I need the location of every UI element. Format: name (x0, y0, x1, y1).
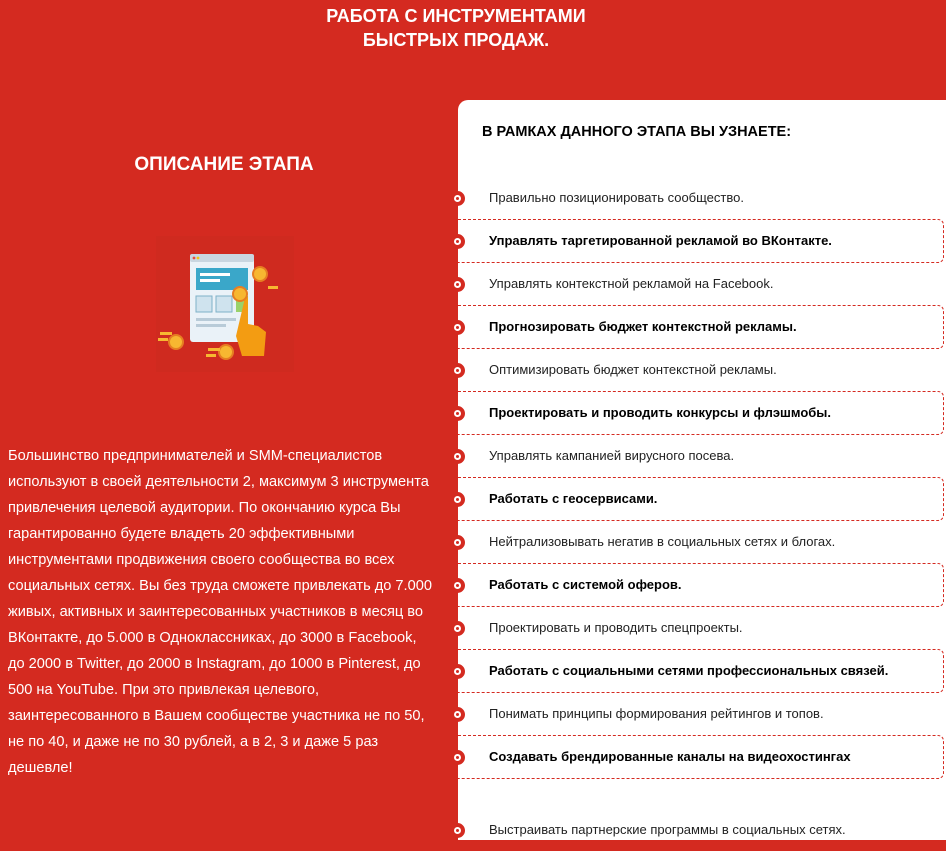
bullet-icon (450, 823, 465, 838)
learn-item (458, 606, 946, 649)
web-sales-illustration-graphic (156, 236, 294, 372)
learn-item (458, 563, 946, 606)
bullet-icon (450, 320, 465, 335)
bullet-icon (450, 363, 465, 378)
bullet-icon (450, 234, 465, 249)
learn-item-label: Прогнозировать бюджет контекстной рекламы. (489, 319, 797, 334)
page-title (0, 0, 912, 52)
bullet-icon (450, 406, 465, 421)
bullet-icon (450, 664, 465, 679)
description-heading: ОПИСАНИЕ ЭТАПА (134, 154, 314, 175)
bullet-icon (450, 191, 465, 206)
learn-item (458, 808, 946, 851)
learn-item-label: Проектировать и проводить спецпроекты. (489, 620, 743, 635)
bullet-icon (450, 277, 465, 292)
learn-item (458, 692, 946, 735)
bullet-icon (450, 578, 465, 593)
learn-panel (458, 100, 946, 840)
learn-item (458, 305, 946, 348)
learn-item (458, 477, 946, 520)
learn-list (458, 176, 946, 851)
learn-item (458, 176, 946, 219)
web-sales-illustration (156, 236, 294, 372)
learn-item-label: Оптимизировать бюджет контекстной рекламы. (489, 362, 777, 377)
learn-item (458, 520, 946, 563)
bullet-icon (450, 492, 465, 507)
bullet-icon (450, 707, 465, 722)
learn-item-label: Выстраивать партнерские программы в социальных сетях. (489, 822, 846, 837)
learn-item (458, 735, 946, 778)
bullet-icon (450, 750, 465, 765)
learn-item-label: Управлять таргетированной рекламой во ВКонтакте. (489, 233, 832, 248)
learn-item-label: Понимать принципы формирования рейтингов и топов. (489, 706, 824, 721)
bullet-icon (450, 535, 465, 550)
learn-item (458, 348, 946, 391)
learn-heading: В РАМКАХ ДАННОГО ЭТАПА ВЫ УЗНАЕТЕ: (482, 124, 792, 140)
learn-item-label: Проектировать и проводить конкурсы и флэшмобы. (489, 405, 831, 420)
learn-item (458, 649, 946, 692)
learn-item-label: Создавать брендированные каналы на видеохостингах (489, 749, 851, 764)
learn-item-label: Работать с системой оферов. (489, 577, 682, 592)
learn-item (458, 219, 946, 262)
learn-item (458, 262, 946, 305)
learn-item-label: Правильно позиционировать сообщество. (489, 190, 744, 205)
page-title-line-1: РАБОТА С ИНСТРУМЕНТАМИ (326, 6, 586, 26)
description-text: Большинство предпринимателей и SMM-специалистов используют в своей деятельности 2, максимум 3 инструмента привлечения целевой аудитории. По окончанию курса Вы гарантированно будете владеть 20 эффективными инструментами продвижения своего сообщества во всех социальных сетях. Вы без труда сможете привлекать до 7.000 живых, активных и заинтересованных участников в месяц во ВКонтакте, до 5.000 в Одноклассниках, до 3000 в Facebook, до 2000 в Twitter, до 2000 в Instagram, до 1000 в Pinterest, до 500 на YouTube. При это привлекая целевого, заинтересованного в Вашем сообществе участника не по 50, не по 40, и даже не по 30 рублей, а в 2, 3 и даже 5 раз дешевле! (8, 448, 432, 776)
learn-item (458, 434, 946, 477)
learn-item-label: Управлять кампанией вирусного посева. (489, 448, 735, 463)
learn-item (458, 391, 946, 434)
page-title-line-2: БЫСТРЫХ ПРОДАЖ. (362, 30, 550, 50)
learn-item-label: Работать с социальными сетями профессиональных связей. (489, 663, 889, 678)
learn-item-label: Работать с геосервисами. (489, 491, 658, 506)
learn-item-label: Нейтрализовывать негатив в социальных сетях и блогах. (489, 534, 836, 549)
learn-item-label: Управлять контекстной рекламой на Facebook. (489, 276, 774, 291)
bullet-icon (450, 621, 465, 636)
bullet-icon (450, 449, 465, 464)
